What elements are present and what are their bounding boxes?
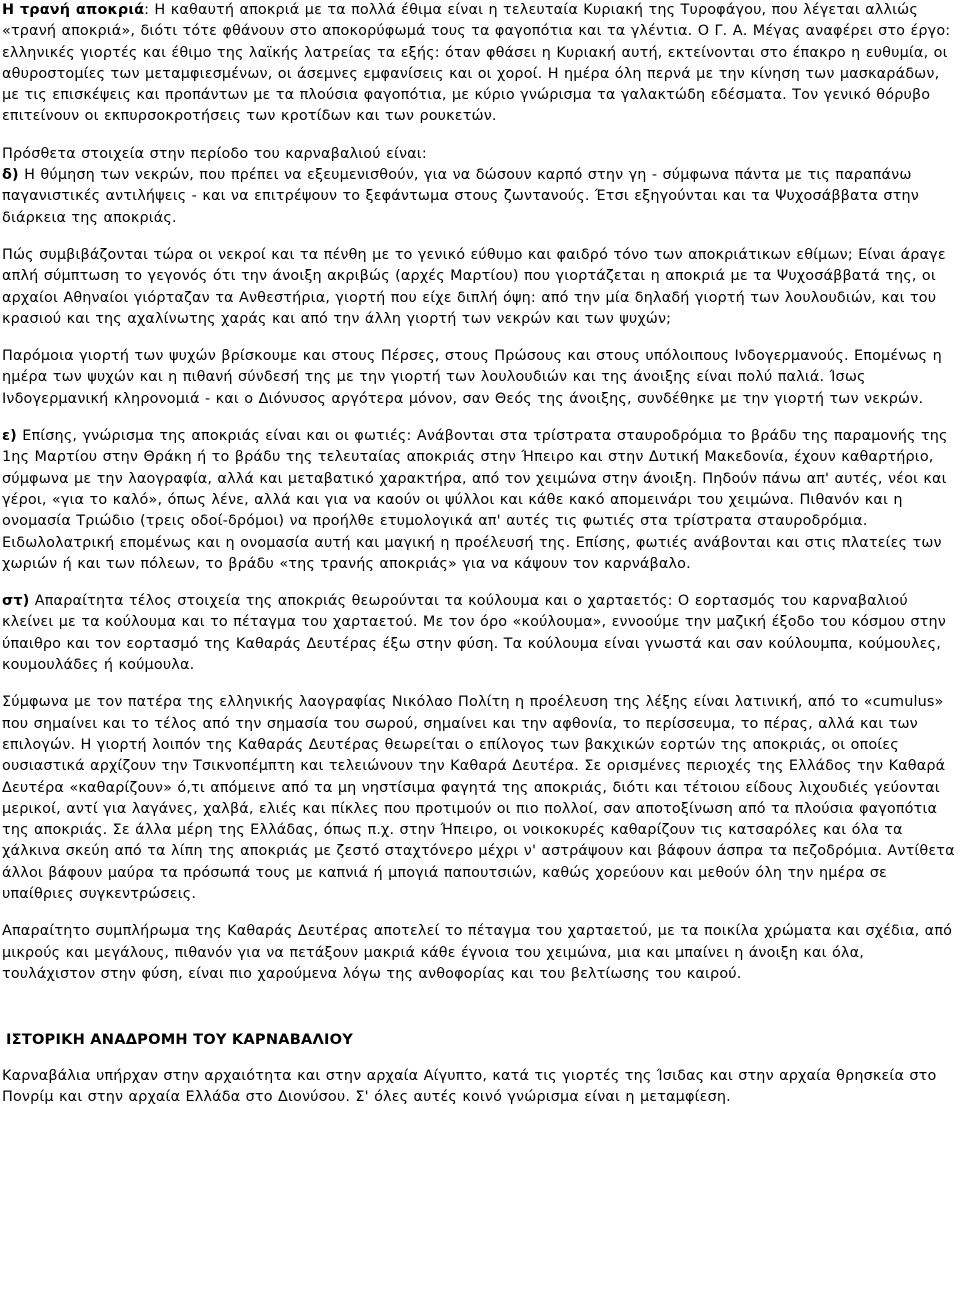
paragraph-text: Απαραίτητα τέλος στοιχεία της αποκριάς θεωρούνται τα κούλουμα και ο χαρταετός: Ο εορτασμός του καρναβαλιού κλείνει με τα κούλουμα και το πέταγμα του χαρταετού. Με τον όρο «κούλουμα», εννοούμε την μαζική έξοδο του κόσμου στην ύπαιθρο και τον εορτασμό της Καθαράς Δευτέρας έξω στην φύση. Τα κούλουμα είναι γνωστά και σαν κούλουμπα, κούμουλες, κουμουλάδες ή κούμουλα. — [2, 593, 946, 674]
section-heading: ΙΣΤΟΡΙΚΗ ΑΝΑΔΡΟΜΗ ΤΟΥ ΚΑΡΝΑΒΑΛΙΟΥ — [6, 1031, 354, 1049]
paragraph-cumulus-etymology — [2, 692, 958, 905]
paragraph-text: Καρναβάλια υπήρχαν στην αρχαιότητα και στην αρχαία Αίγυπτο, κατά τις γιορτές της Ίσιδας και στην αρχαία θρησκεία στο Πονρίμ και στην αρχαία Ελλάδα στο Διονύσου. Σ' όλες αυτές κοινό γνώρισμα είναι η μεταμφίεση. — [2, 1068, 937, 1106]
paragraph-history — [2, 1066, 958, 1109]
section-gap — [2, 985, 958, 1029]
paragraph-text: Η καθαυτή αποκριά με τα πολλά έθιμα είναι η τελευταία Κυριακή της Τυροφάγου, που λέγεται αλλιώς «τρανή αποκριά», διότι τότε φθάνουν στο αποκορύφωμά τους τα φαγοπότια και τα γλέντια. Ο Γ. Α. Μέγας αναφέρει στο έργο: ελληνικές γιορτές και έθιμο της λαϊκής λατρείας τα εξής: όταν φθάσει η Κυριακή αυτή, εκτείνονται στο έπακρο η ευθυμία, οι αθυροστομίες των μεταμφιεσμένων, οι άσεμνες εμφανίσεις και οι χοροί. Η ημέρα όλη περνά με την κίνηση των μασκαράδων, με τις επισκέψεις και προπάντων με τα πλούσια φαγοπότια, με κύριο γνώρισμα τα γαλακτώδη εδέσματα. Τον γενικό θόρυβο επιτείνουν οι εκπυρσοκροτήσεις των κροτίδων και των ρουκετών. — [2, 2, 951, 125]
paragraph-gap — [2, 676, 958, 692]
paragraph-text: Η θύμηση των νεκρών, που πρέπει να εξευμενισθούν, για να δώσουν καρπό στην γη - σύμφωνα πάντα με τις παραπάνω παγανιστικές αντιλήψεις - και να επιτρέψουν το ξεφάντωμα στους ζωντανούς. Έτσι εξηγούνται και τα Ψυχοσάββατα στην διάρκεια της αποκριάς. — [2, 167, 919, 226]
paragraph-additional-elements — [2, 144, 958, 165]
paragraph-label-colon: : — [144, 2, 150, 18]
paragraph-text: Πρόσθετα στοιχεία στην περίοδο του καρναβαλιού είναι: — [2, 145, 427, 162]
paragraph-gap — [2, 128, 958, 144]
paragraph-item-e — [2, 426, 958, 575]
paragraph-label: δ) — [2, 167, 19, 184]
paragraph-label: ε) — [2, 428, 17, 445]
paragraph-gap — [2, 330, 958, 346]
paragraph-text: Πώς συμβιβάζονται τώρα οι νεκροί και τα πένθη με το γενικό εύθυμο και φαιδρό τόνο των αποκριάτικων εθίμων; Είναι άραγε απλή σύμπτωση το γεγονός ότι την άνοιξη ακριβώς (αρχές Μαρτίου) που γιορτάζεται η αποκριά με τα Ψυχοσάββατά της, οι αρχαίοι Αθηναίοι γιόρταζαν τα Ανθεστήρια, γιορτή που είχε διπλή όψη: από την μία δηλαδή γιορτή των λουλουδιών, και του κρασιού και της αχαλίνωτης χαράς και από την άλλη γιορτή των νεκρών και των ψυχών; — [2, 246, 946, 327]
paragraph-gap — [2, 410, 958, 426]
paragraph-dead-and-mourning — [2, 245, 958, 330]
section-heading-block — [2, 1029, 958, 1050]
paragraph-text: Παρόμοια γιορτή των ψυχών βρίσκουμε και στους Πέρσες, στους Πρώσους και στους υπόλοιπους Ινδογερμανούς. Επομένως η ημέρα των ψυχών και η πιθανή σύνδεσή της με την γιορτή των λουλουδιών και της άνοιξης είναι πολύ παλιά. Ίσως Ινδογερμανική κληρονομιά - και ο Διόνυσος αργότερα μόνον, σαν Θεός της άνοιξης, συνδέθηκε με την γιορτή των νεκρών. — [2, 348, 942, 407]
paragraph-feast-of-souls — [2, 346, 958, 410]
paragraph-trani-apokria — [2, 0, 958, 128]
paragraph-kite-flying — [2, 921, 958, 985]
paragraph-item-d — [2, 165, 958, 229]
paragraph-text: Απαραίτητο συμπλήρωμα της Καθαράς Δευτέρας αποτελεί το πέταγμα του χαρταετού, με τα ποικίλα χρώματα και σχέδια, από μικρούς και μεγάλους, πιθανόν για να πετάξουν μακριά κάθε έγνοια του χειμώνα, μια και μπαίνει η άνοιξη και όλα, τουλάχιστον στην φύση, είναι πιο χαρούμενα λόγω της ανθοφορίας και του βελτίωσης του καιρού. — [2, 923, 953, 982]
paragraph-gap — [2, 229, 958, 245]
paragraph-text: Επίσης, γνώρισμα της αποκριάς είναι και οι φωτιές: Ανάβονται στα τρίστρατα σταυροδρόμια το βράδυ της παραμονής της 1ης Μαρτίου στην Θράκη ή το βράδυ της τελευταίας αποκριάς στην Ήπειρο και στην Δυτική Μακεδονία, έχουν καθαρτήριο, σύμφωνα με την λαογραφία, αλλά και μεταβατικό χαρακτήρα, από τον χειμώνα στην άνοιξη. Πηδούν πάνω απ' αυτές, νέοι και γέροι, «για το καλό», όπως λένε, αλλά και για να καούν οι ψύλλοι και κάθε κακό απομεινάρι του χειμώνα. Πιθανόν και η ονομασία Τριώδιο (τρεις οδοί-δρόμοι) να προήλθε ετυμολογικά απ' αυτές τις φωτιές στα τρίστρατα σταυροδρόμια. Ειδωλολατρική επομένως και η ονομασία αυτή και μαγική η προέλευσή της. Επίσης, φωτιές ανάβονται και στις πλατείες των χωριών ή και των πόλεων, το βράδυ «της τρανής αποκριάς» για να κάψουν τον καρνάβαλο. — [2, 428, 948, 572]
paragraph-label: Η τρανή αποκριά — [2, 2, 145, 18]
paragraph-gap — [2, 575, 958, 591]
paragraph-item-st — [2, 591, 958, 676]
paragraph-gap — [2, 905, 958, 921]
paragraph-label: στ) — [2, 593, 30, 610]
paragraph-text: Σύμφωνα με τον πατέρα της ελληνικής λαογραφίας Νικόλαο Πολίτη η προέλευση της λέξης είναι λατινική, από το «cumulus» που σημαίνει και το τέλος από την σημασία του σωρού, σημαίνει και την αφθονία, το περίσσευμα, το πέρας, αλλά και των επιλογών. Η γιορτή λοιπόν της Καθαράς Δευτέρας θεωρείται ο επίλογος των βακχικών εορτών της αποκριάς, οι οποίες ουσιαστικά αρχίζουν την Τσικνοπέμπτη και τελειώνουν την Καθαρά Δευτέρα. Σε ορισμένες περιοχές της Ελλάδος την Καθαρά Δευτέρα «καθαρίζουν» ό,τι απόμεινε από τα μη νηστίσιμα φαγητά της αποκριάς, διότι και τέτοιου είδους λιχουδιές γεύονται μερικοί, αντί για λαγάνες, χαλβά, ελιές και πίκλες που προτιμούν οι πιο πολλοί, σαν αποτοξίνωση από τα πλούσια φαγοπότια της αποκριάς. Σε άλλα μέρη της Ελλάδας, όπως π.χ. στην Ήπειρο, οι νοικοκυρές καθαρίζουν τις κατσαρόλες και όλα τα χάλκινα σκεύη από τα λίπη της αποκριάς με ζεστό σταχτόνερο μέχρι ν' αστράψουν και βάφουν άσπρα τα πεζοδρόμια. Αντίθετα άλλοι βάφουν μαύρα τα πρόσωπά τους με καπνιά ή μπογιά παπουτσιών, καθώς χορεύουν και μεθούν όλη την ημέρα σε υπαίθριες συγκεντρώσεις. — [2, 694, 955, 902]
